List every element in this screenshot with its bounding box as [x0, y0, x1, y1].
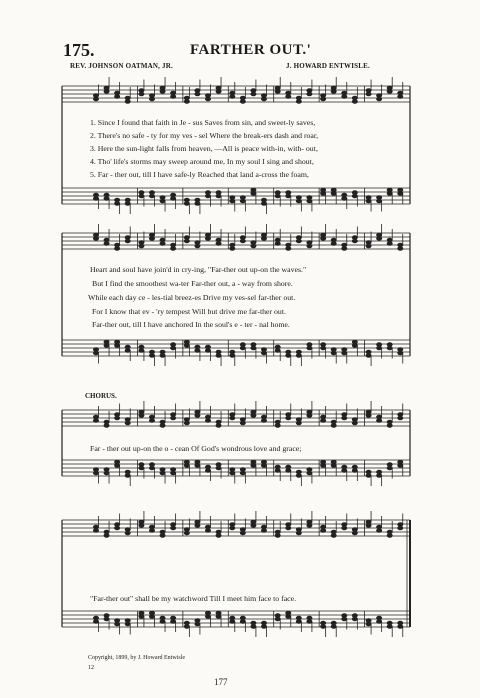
verse-4-line-2: For I know that ev - 'ry tempest Will but drive me far-ther out. — [92, 307, 286, 316]
chorus-line-1: Far - ther out up-on the o - cean Of God's wondrous love and grace; — [90, 444, 302, 453]
chorus-label: CHORUS. — [85, 392, 117, 400]
verse-5-line-1: 5. Far - ther out, till I have safe-ly Reached that land a-cross the foam, — [90, 170, 309, 179]
verse-1-line-2: Heart and soul have join'd in cry-ing, "Far-ther out up-on the waves." — [90, 265, 307, 274]
composer-credit: J. HOWARD ENTWISLE. — [286, 62, 370, 70]
verse-3-line-2: While each day ce - les-tial breez-es Drive my ves-sel far-ther out. — [88, 293, 296, 302]
hymn-title: FARTHER OUT.' — [190, 42, 312, 58]
verse-5-line-2: Far-ther out, till I have anchored In the soul's e - ter - nal home. — [92, 320, 290, 329]
hymn-number: 175. — [63, 40, 95, 60]
lyricist-credit: REV. JOHNSON OATMAN, JR. — [70, 62, 173, 70]
verse-1-line-1: 1. Since I found that faith in Je - sus Saves from sin, and sweet-ly saves, — [90, 118, 316, 127]
copyright-notice: Copyright, 1899, by J. Howard Entwisle — [88, 655, 185, 661]
verse-2-line-1: 2. There's no safe - ty for my ves - sel Where the break-ers dash and roar, — [90, 131, 319, 140]
verse-4-line-1: 4. Tho' life's storms may sweep around me, In my soul I sing and shout, — [90, 157, 314, 166]
page-number: 177 — [214, 677, 228, 687]
left-page-mark: 12 — [88, 665, 94, 671]
verse-2-line-2: But I find the smoothest wa-ter Far-ther out, a - way from shore. — [92, 279, 293, 288]
chorus-line-2: "Far-ther out" shall be my watchword Till I meet him face to face. — [90, 594, 297, 603]
verse-3-line-1: 3. Here the sun-light falls from heaven, —All is peace with-in, with- out, — [90, 144, 318, 153]
